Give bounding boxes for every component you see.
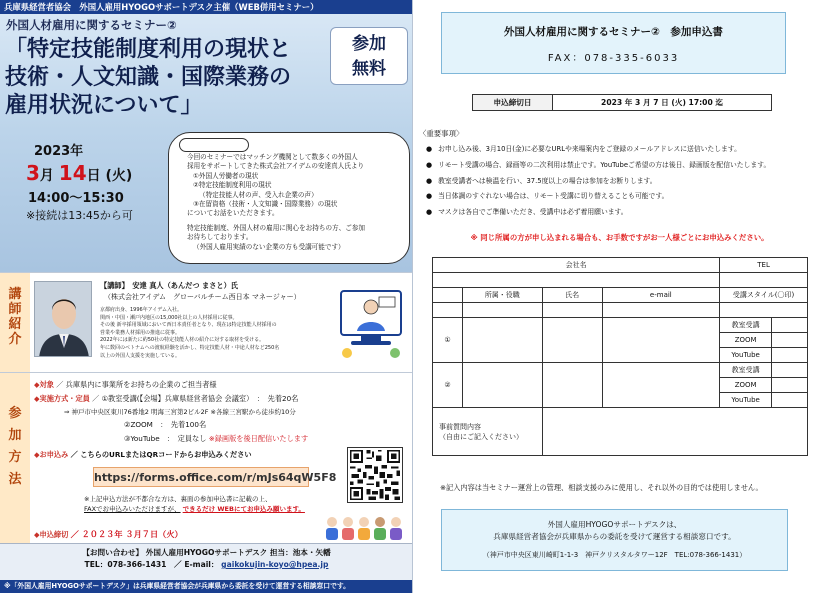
method-3: ③YouTube ： 定員なし [124,434,207,443]
style-option-classroom: 教室受講 [720,363,772,378]
title-line: 技術・人文知識・国際業務の [5,65,292,90]
speaker-section-label [0,273,30,373]
bio-line: その後 新卒採用領域において西日本責任者となり、現在は特定技能人材採用の [100,322,277,329]
deadline-row [34,529,183,540]
free-badge-line: 参加 [352,34,386,54]
speaker-name: 【講師】 安達 真人（あんだつ まさと）氏 [100,281,238,290]
contact-tel-email [0,559,413,571]
style-mark-cell[interactable] [772,363,808,378]
application-url-link[interactable]: https://forms.office.com/r/mJs64qW5F8 [93,467,309,487]
deadline-date: ／ ２０２３年 ３月７日（火） [70,529,183,539]
name-field[interactable] [542,318,602,363]
apply-tag: ◆お申込み [34,450,69,459]
form-title: 外国人材雇用に関するセミナー② 参加申込書 [504,26,723,38]
title-line: 雇用状況について」 [5,93,203,118]
note-item: ● 教室受講者へは検温を行い、37.5度以上の場合は参加をお断りします。 [426,174,821,190]
event-date [26,161,168,185]
seminar-description-bubble [168,132,410,264]
style-option-zoom: ZOOM [720,333,772,348]
contact-info [0,543,413,583]
seminar-title [5,36,323,120]
bubble-line: （外国人雇用実績のない企業の方も受講可能です） [193,242,345,251]
form-deadline-value: 2023 年 3 月 7 日 (火) 17:00 迄 [601,98,723,107]
method-1: ／ ①教室受講(【会場】兵庫県経営者協会 会議室） ： 先着20名 [92,394,299,403]
application-table [432,257,808,456]
style-mark-cell[interactable] [772,393,808,408]
header-name: 氏名 [542,288,602,303]
style-mark-cell[interactable] [772,333,808,348]
department-field[interactable] [462,318,542,363]
style-option-classroom: 教室受講 [720,318,772,333]
method-2: ②ZOOM ： 先着100名 [124,420,207,429]
contact-email-label: E-mail： [184,560,219,569]
participation-section-label [0,373,30,544]
email-field[interactable] [602,303,720,318]
free-badge [330,27,408,85]
target-row [34,380,217,390]
form-title-box [441,12,786,74]
bubble-line: 特定技能制度、外国人材の雇用に関心をお持ちの方、ご参加 [187,223,366,232]
method-row [34,394,298,404]
free-badge-line: 無料 [352,59,386,79]
bio-line: 京都府出身、1996年アイデム入社。 [100,307,183,313]
bubble-line: お待ちしております。 [187,233,253,242]
bubble-tab [179,138,249,152]
note-item: ● マスクは各自でご準備いただき、受講中は必ず着用願います。 [426,205,821,221]
important-notes-list [426,142,821,221]
style-mark-cell[interactable] [772,378,808,393]
question-field[interactable] [542,408,807,456]
question-label-line: 事前質問内容 [439,422,481,431]
per-person-warning: ※ 同じ所属の方が申し込まれる場合も、お手数ですがお一人様ごとにお申込みください。 [470,233,769,242]
bubble-line: ③在留資格（技術・人文知識・国際業務）の現状 [193,200,338,209]
bubble-line: ②特定技能制度利用の現状 [193,181,272,190]
event-time: 14:00～15:30 [28,191,124,206]
event-day: 14 [58,161,87,185]
bubble-line: についてお話をいただきます。 [187,209,279,218]
flyer-top-bar: 兵庫県経営者協会 外国人雇用HYOGOサポートデスク主催（WEB併用セミナー） [0,0,413,14]
header-department: 所属・役職 [462,288,542,303]
blank-cell [720,303,808,318]
speaker-label-text: 講師紹介 [8,287,22,347]
target-tag: ◆対象 [34,380,54,389]
email-field[interactable] [602,318,720,363]
tel-field[interactable] [720,273,808,288]
bubble-line: （特定技能人材の声、受入れ企業の声） [199,190,318,199]
department-field[interactable] [462,303,542,318]
people-illustration [322,513,406,541]
bio-line: 2022年には新たに約50社の特定技能人材の紹介に対する取材を受ける。 [100,337,265,344]
question-label [433,408,543,456]
speaker-section [0,272,413,372]
event-weekday: (火) [105,168,133,184]
header-style: 受講スタイル(〇印) [720,288,808,303]
company-name-field[interactable] [433,273,720,288]
row-number: ② [433,363,463,408]
name-field[interactable] [542,363,602,408]
header-email: e-mail [602,288,720,303]
blank-cell [433,303,463,318]
header-blank [433,288,463,303]
note-item: ● リモート受講の場合、録画等の二次利用は禁止です。YouTubeご希望の方は後日、録画版を配信いたします。 [426,158,821,174]
bio-line: 関西・中国・瀬戸内地区の15,000社以上の人材採用に従事。 [100,314,238,321]
fax-note-line-1: ※上記申込方法が不都合な方は、裏面の参加申込書に記載の上、 [84,495,272,503]
question-label-line: （自由にご記入ください） [439,432,523,441]
name-field[interactable] [542,303,602,318]
style-mark-cell[interactable] [772,318,808,333]
event-datetime [8,140,168,223]
method-3-row [124,434,308,444]
flyer-footnote: ※「外国人雇用HYOGOサポートデスク」は兵庫県経営者協会が兵庫県から委託を受けて運営する相談窓口です。 [0,580,413,593]
seminar-subtitle: 外国人材雇用に関するセミナー② [6,18,177,32]
day-unit: 日 [86,168,101,184]
form-fax-number: FAX：078-335-6033 [547,53,680,64]
privacy-disclaimer: ※記入内容は当セミナー運営上の管理、相談支援のみに使用し、それ以外の目的では使用しません。 [440,483,763,492]
style-option-youtube: YouTube [720,348,772,363]
style-option-youtube: YouTube [720,393,772,408]
bio-line: 年に数回のベトナムへの渡航経験を活かし、特定技能人材・中途人材など250名 [100,344,280,351]
method-tag: ◆実施方式・定員 [34,394,90,403]
speaker-photo [34,281,92,357]
note-item: ● お申し込み後、3月10日(金)に必要なURLや来場案内をご登録のメールアドレスに送信いたします。 [426,142,821,158]
style-option-zoom: ZOOM [720,378,772,393]
apply-text: ／ こちらのURLまたはQRコードからお申込みください [70,450,252,459]
application-form-page [414,0,825,593]
fax-note-line-2 [84,504,305,513]
form-deadline [472,94,772,111]
info-line: 外国人雇用HYOGOサポートデスクは、 [547,520,682,529]
info-line: 兵庫県経営者協会が兵庫県からの委託を受けて運営する相談窓口です。 [493,532,736,542]
email-field[interactable] [602,363,720,408]
contact-tel: TEL：078-366-1431 ／ [84,560,182,569]
notes-title: 〈重要事項〉 [419,129,464,138]
company-name-label: 会社名 [433,258,720,273]
style-mark-cell[interactable] [772,348,808,363]
row-number: ① [433,318,463,363]
info-address: （神戸市中央区東川崎町1-1-3 神戸クリスタルタワー12F TEL:078-366-1431） [482,550,747,559]
note-item: ● 当日体調のすぐれない場合は、リモート受講に切り替えることも可能です。 [426,189,821,205]
contact-email-link[interactable]: gaikokujin-koyo@hpea.jp [221,560,329,569]
speaker-bio [100,307,326,360]
bubble-line: ①外国人労働者の現状 [193,171,259,180]
month-unit: 月 [39,168,54,184]
form-deadline-label: 申込締切日 [473,95,553,110]
web-preferred-note: できるだけ WEBにてお申込み願います。 [182,505,305,513]
application-qr-code[interactable] [347,447,403,503]
deadline-tag: ◆申込締切 [34,530,69,539]
tel-label: TEL [720,258,808,273]
bio-line: 営業や業務人材採用の推進に従事。 [100,329,181,336]
participation-section [0,372,413,543]
bubble-line: 今回のセミナーではマッチング機関として数多くの外国人 [187,153,358,161]
department-field[interactable] [462,363,542,408]
event-month: 3 [26,161,40,185]
title-line: 「特定技能制度利用の現状と [5,37,292,62]
speaker-affiliation: （株式会社アイデム グローバルチーム西日本 マネージャー） [104,293,301,301]
target-text: ／ 兵庫県内に事業所をお持ちの企業のご担当者様 [56,380,217,389]
online-lecture-illustration [335,281,407,363]
connection-note: ※接続は13:45から可 [26,209,133,222]
fax-note-text: FAXでお申込みいただけますが、 [84,505,181,513]
method-3-note: ※録画版を後日配信いたします [208,434,309,443]
bubble-line: 採用をサポートしてきた株式会社アイデムの安達真人氏より [187,162,365,171]
bio-line: 以上の外国人支援を実施している。 [100,352,181,359]
participation-label-text: 参加方法 [8,406,22,487]
contact-line: 【お問い合わせ】 外国人雇用HYOGOサポートデスク 担当：池本・矢幡 [82,548,331,557]
apply-row [34,450,252,460]
support-desk-info [441,509,788,571]
venue-address: ⇒ 神戸市中央区東川76番地2 明海三宮第2ビル2F ※各線三宮駅から徒歩約10分 [64,408,296,416]
event-year: 2023年 [34,144,84,159]
